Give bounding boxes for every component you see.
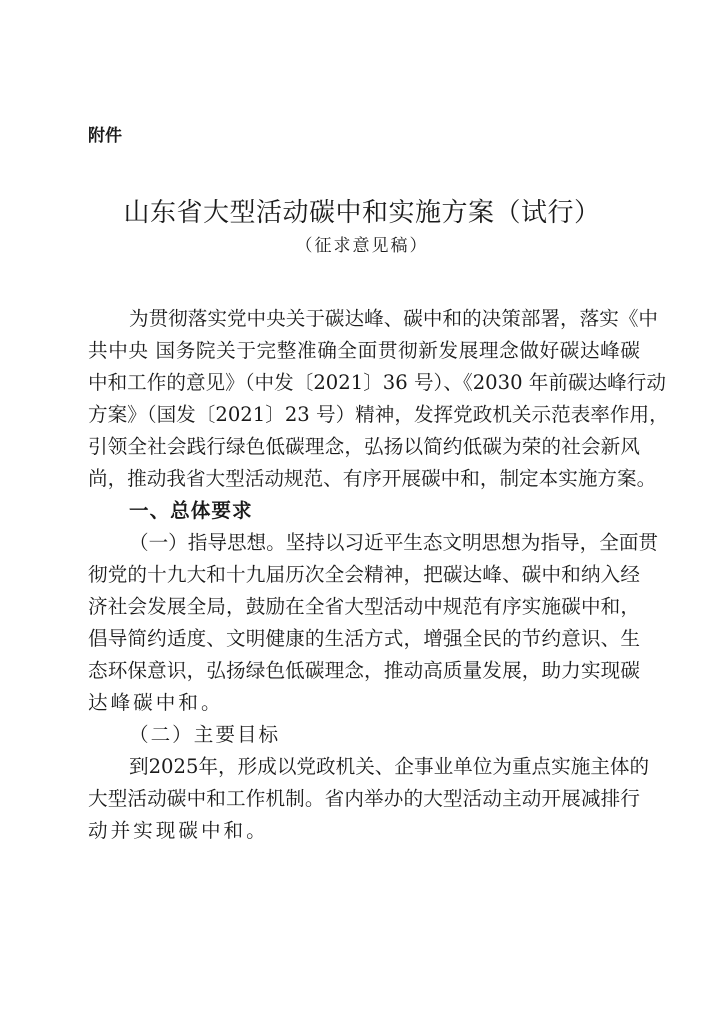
paragraph-line: 大型活动碳中和工作机制。省内举办的大型活动主动开展减排行 xyxy=(88,787,640,810)
attachment-label: 附件 xyxy=(88,126,122,146)
paragraph-line: 到2025年，形成以党政机关、企事业单位为重点实施主体的 xyxy=(129,755,650,778)
paragraph-line: （一）指导思想。坚持以习近平生态文明思想为指导，全面贯 xyxy=(129,531,659,554)
paragraph-line: 达峰碳中和。 xyxy=(88,691,224,714)
paragraph-line: 共中央 国务院关于完整准确全面贯彻新发展理念做好碳达峰碳 xyxy=(88,339,640,362)
paragraph-line: 彻党的十九大和十九届历次全会精神，把碳达峰、碳中和纳入经 xyxy=(88,563,640,586)
paragraph-line: 尚，推动我省大型活动规范、有序开展碳中和，制定本实施方案。 xyxy=(88,467,657,490)
paragraph-line: 济社会发展全局，鼓励在全省大型活动中规范有序实施碳中和， xyxy=(88,595,640,618)
document-subtitle: （征求意见稿） xyxy=(295,236,429,256)
document-title: 山东省大型活动碳中和实施方案（试行） xyxy=(123,198,601,228)
paragraph-line: 中和工作的意见》（中发〔2021〕36 号）、《2030 年前碳达峰行动 xyxy=(88,371,666,394)
paragraph-line: 倡导简约适度、文明健康的生活方式，增强全民的节约意识、生 xyxy=(88,627,640,650)
paragraph-line: 方案》（国发〔2021〕23 号）精神，发挥党政机关示范表率作用， xyxy=(88,403,669,426)
paragraph-line: 态环保意识，弘扬绿色低碳理念，推动高质量发展，助力实现碳 xyxy=(88,659,640,682)
paragraph-line: 动并实现碳中和。 xyxy=(88,819,269,842)
paragraph-line: 引领全社会践行绿色低碳理念，弘扬以简约低碳为荣的社会新风 xyxy=(88,435,640,458)
subsection-heading: （二）主要目标 xyxy=(129,723,281,746)
paragraph-line: 为贯彻落实党中央关于碳达峰、碳中和的决策部署，落实《中 xyxy=(129,307,659,330)
section-heading: 一、总体要求 xyxy=(129,499,253,522)
